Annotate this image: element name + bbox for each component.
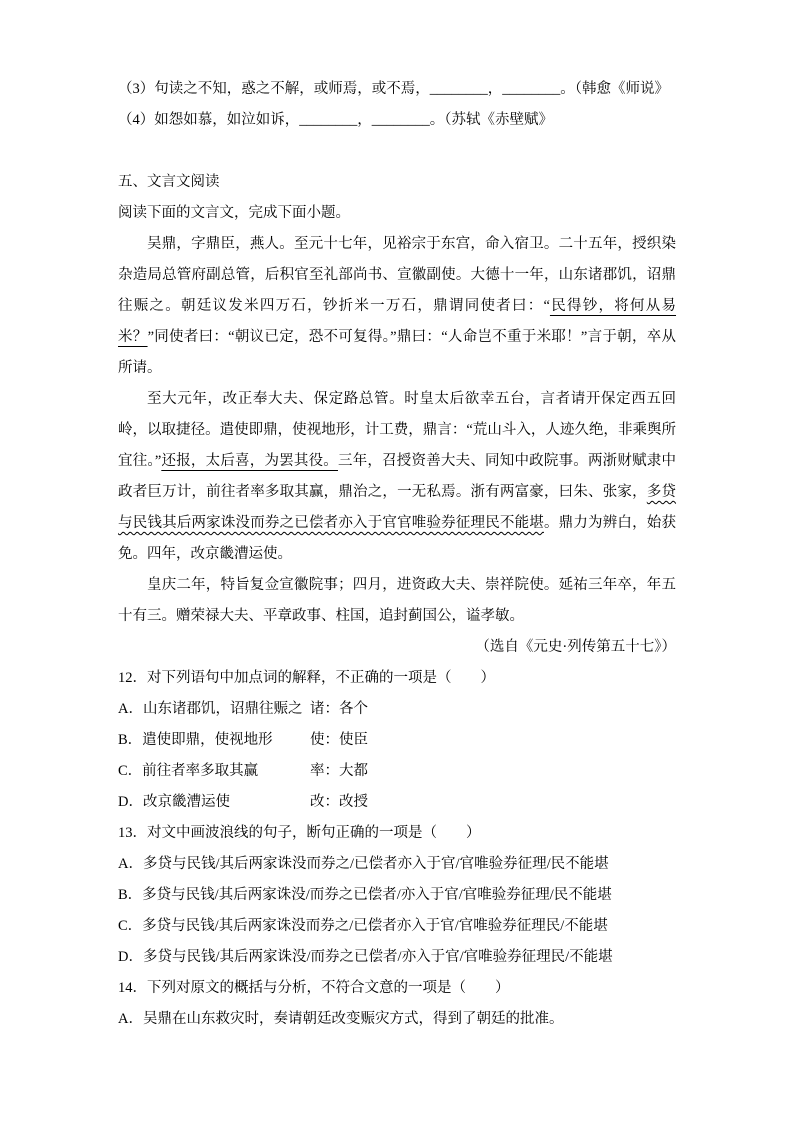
option-label: C． [118, 763, 143, 779]
passage-text: ”同使者曰：“朝议已定，恐不可复得。”鼎曰：“人命岂不重于米耶！”言于朝，卒从所请。 [118, 329, 676, 376]
passage-text: 吴鼎，字鼎臣，燕人。至元十七年，见裕宗于东宫，命入宿卫。二十五年，授织染杂造局总管府副总管，后积官至礼部尚书、宣徽副使。大德十一年，山东诸郡饥，诏鼎往赈之。朝廷议发米四万石，钞折米一万石，鼎谓同使者曰：“ [118, 236, 676, 314]
question-13-stem: 13．对文中画波浪线的句子，断句正确的一项是（ ） [118, 825, 481, 841]
wavy-underlined-sentence: 多贷与民钱其后两家诛没而券之已偿者亦入于官官唯验券征理民不能堪 [118, 484, 677, 531]
underlined-sentence-1: 民得钞，将何从易米？ [118, 298, 677, 345]
option-text: 多贷与民钱/其后两家诛没而券之/已偿者亦入于官/官唯验券征理民/不能堪 [142, 918, 608, 934]
passage-text: 。鼎力为辨白，始获免。四年，改京畿漕运使。 [118, 515, 676, 562]
option-label: A． [118, 1011, 143, 1027]
source-attribution: （选自《元史·列传第五十七》） [475, 639, 676, 655]
option-phrase [118, 756, 310, 787]
blank-line [118, 136, 676, 167]
fill-in-line-4: （4）如怨如慕，如泣如诉，________，________。（苏轼《赤壁赋》 [118, 112, 553, 128]
option-label: A． [118, 856, 143, 872]
question-12-stem: 12．对下列语句中加点词的解释，不正确的一项是（ ） [118, 670, 495, 686]
question-14-option-a [118, 1004, 676, 1035]
passage-text: 皇庆二年，特旨复佥宣徽院事；四月，进资政大夫、崇祥院使。延祐三年卒，年五十有三。赠荣禄大夫、平章政事、柱国，追封蓟国公，谥孝敏。 [118, 577, 676, 624]
option-text: 吴鼎在山东救灾时，奏请朝廷改变赈灾方式，得到了朝廷的批准。 [142, 1011, 564, 1027]
option-label: D． [118, 794, 143, 810]
option-label: B． [118, 887, 143, 903]
option-explanation: 使：使臣 [310, 732, 368, 748]
question-12-option-c [118, 756, 676, 787]
question-12-option-a [118, 694, 676, 725]
fill-in-line-3: （3）句读之不知，惑之不解，或师焉，或不焉，________，________。（韩愈《师说》 [118, 81, 669, 97]
option-text: 多贷与民钱/其后两家诛没/而券之已偿者/亦入于官/官唯验券征理/民不能堪 [142, 887, 612, 903]
question-13-option-a [118, 849, 676, 880]
section-heading: 五、文言文阅读 [118, 174, 220, 190]
question-13-option-d [118, 942, 676, 973]
question-12-option-d [118, 787, 676, 818]
question-13-option-b [118, 880, 676, 911]
passage-paragraph-3 [118, 570, 676, 632]
option-label: C． [118, 918, 143, 934]
option-text: 多贷与民钱/其后两家诛没而券之/已偿者亦入于官/官唯验券征理/民不能堪 [142, 856, 609, 872]
option-label: D． [118, 949, 143, 965]
option-phrase [118, 725, 310, 756]
option-text: 多贷与民钱/其后两家诛没/而券之已偿者/亦入于官/官唯验券征理民/不能堪 [142, 949, 613, 965]
question-12-option-b [118, 725, 676, 756]
passage-paragraph-2 [118, 384, 676, 570]
passage-text: 至大元年，改正奉大夫、保定路总管。时皇太后欲幸五台，言者请开保定西五回岭，以取捷径。遣使即鼎，使视地形，计工费，鼎言：“荒山斗入，人迹久绝，非乘舆所宜往。” [118, 391, 676, 469]
question-13-option-c [118, 911, 676, 942]
option-phrase [118, 787, 310, 818]
option-label: A． [118, 701, 143, 717]
option-explanation: 改：改授 [310, 794, 368, 810]
option-explanation: 率：大都 [310, 763, 368, 779]
option-quote: 山东诸郡饥，诏鼎往赈之 [142, 701, 303, 717]
option-label: B． [118, 732, 143, 748]
passage-paragraph-1 [118, 229, 676, 384]
option-quote: 遣使即鼎，使视地形 [142, 732, 273, 748]
passage-intro: 阅读下面的文言文，完成下面小题。 [118, 205, 350, 221]
option-phrase [118, 694, 310, 725]
option-quote: 改京畿漕运使 [142, 794, 230, 810]
question-14-stem: 14．下列对原文的概括与分析，不符合文意的一项是（ ） [118, 980, 510, 996]
underlined-sentence-2: 还报，太后喜，为罢其役。 [161, 453, 338, 469]
passage-text: 三年，召授资善大夫、同知中政院事。两浙财赋隶中政者巨万计，前往者率多取其赢，鼎治之，一无私焉。浙有两富豪，曰朱、张家， [118, 453, 677, 500]
option-explanation: 诸：各个 [310, 701, 368, 717]
option-quote: 前往者率多取其赢 [142, 763, 259, 779]
